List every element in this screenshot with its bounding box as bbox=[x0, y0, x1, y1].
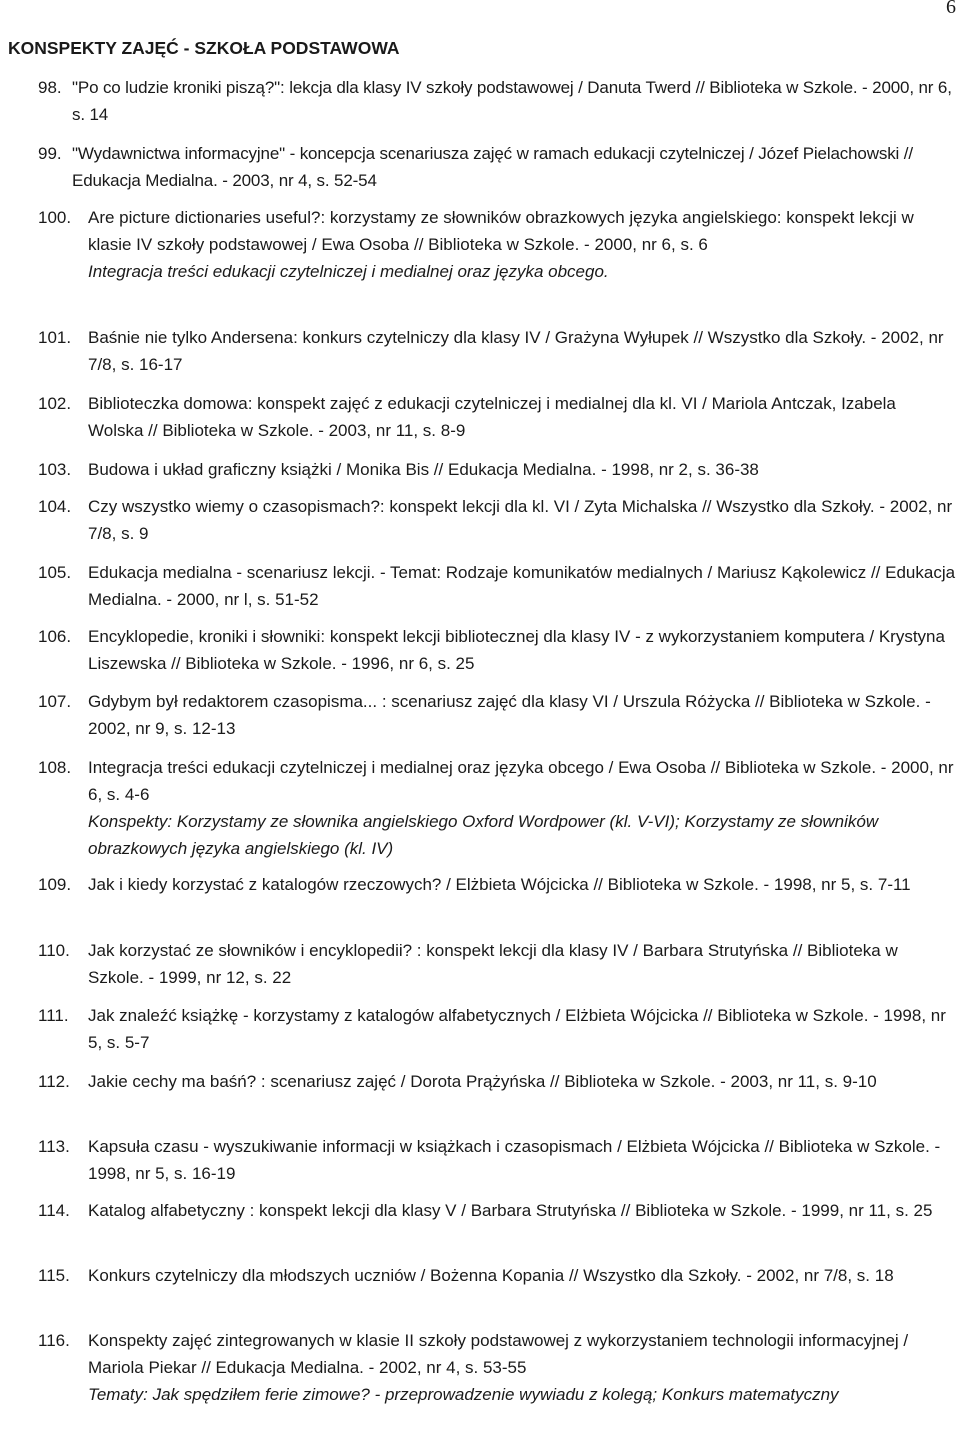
entry-text: Jak korzystać ze słowników i encyklopedii? : konspekt lekcji dla klasy IV / Barbara Strutyńska // Biblioteka w Szkole. - 1999, nr 12, s. 22 bbox=[88, 941, 898, 987]
entry-number: 110. bbox=[38, 941, 70, 960]
entry-text: Budowa i układ graficzny książki / Monika Bis // Edukacja Medialna. - 1998, nr 2, s. 36-38 bbox=[88, 460, 759, 479]
entry-number: 104. bbox=[38, 497, 72, 516]
entry-text-block bbox=[88, 1262, 956, 1289]
entry-text: Jak znaleźć książkę - korzystamy z katalogów alfabetycznych / Elżbieta Wójcicka // Biblioteka w Szkole. - 1998, nr 5, s. 5-7 bbox=[88, 1006, 946, 1052]
entry-number: 116. bbox=[38, 1331, 70, 1350]
entry-text: Edukacja medialna - scenariusz lekcji. - Temat: Rodzaje komunikatów medialnych / Mariusz Kąkolewicz // Edukacja Medialna. - 2000, nr l, s. 51-52 bbox=[88, 563, 956, 609]
entry-text-block bbox=[88, 1068, 956, 1095]
entry-text: Konkurs czytelniczy dla młodszych uczniów / Bożenna Kopania // Wszystko dla Szkoły. - 2002, nr 7/8, s. 18 bbox=[88, 1266, 894, 1285]
entry-text-block bbox=[88, 1133, 956, 1187]
entry-text-block bbox=[88, 688, 956, 742]
entry-text-block bbox=[88, 1002, 956, 1056]
entry-number: 106. bbox=[38, 627, 72, 646]
entry-text-block bbox=[88, 871, 956, 898]
entry-number: 114. bbox=[38, 1201, 70, 1220]
entry-number: 99. bbox=[38, 144, 62, 163]
entry-text: Czy wszystko wiemy o czasopismach?: konspekt lekcji dla kl. VI / Zyta Michalska // Wszystko dla Szkoły. - 2002, nr 7/8, s. 9 bbox=[88, 497, 953, 543]
entry-text-block bbox=[88, 204, 956, 285]
entry-text-block bbox=[88, 390, 956, 444]
entry-note: Integracja treści edukacji czytelniczej i medialnej oraz języka obcego. bbox=[88, 262, 609, 281]
entry-text: Integracja treści edukacji czytelniczej i medialnej oraz języka obcego / Ewa Osoba // Biblioteka w Szkole. - 2000, nr 6, s. 4-6 bbox=[88, 758, 954, 804]
entry-text: Jakie cechy ma baśń? : scenariusz zajęć / Dorota Prążyńska // Biblioteka w Szkole. - 2003, nr 11, s. 9-10 bbox=[88, 1072, 877, 1091]
entry-number: 107. bbox=[38, 692, 72, 711]
entry-text: Konspekty zajęć zintegrowanych w klasie II szkoły podstawowej z wykorzystaniem technologii informacyjnej / Mariola Piekar // Edukacja Medialna. - 2002, nr 4, s. 53-55 bbox=[88, 1331, 909, 1377]
entry-text-block bbox=[88, 559, 956, 613]
entry-number: 108. bbox=[38, 758, 72, 777]
entry-number: 98. bbox=[38, 78, 62, 97]
entry-number: 113. bbox=[38, 1137, 70, 1156]
entry-number: 111. bbox=[38, 1006, 69, 1025]
entry-text: Gdybym był redaktorem czasopisma... : scenariusz zajęć dla klasy VI / Urszula Różycka // Biblioteka w Szkole. - 2002, nr 9, s. 12-13 bbox=[88, 692, 931, 738]
entry-note: Tematy: Jak spędziłem ferie zimowe? - przeprowadzenie wywiadu z kolegą; Konkurs matematyczny bbox=[88, 1385, 839, 1404]
entry-text: Are picture dictionaries useful?: korzystamy ze słowników obrazkowych języka angielskiego: konspekt lekcji w klasie IV szkoły podstawowej / Ewa Osoba // Biblioteka w Szkole. - 2000, nr 6, s. 6 bbox=[88, 208, 914, 254]
entry-text-block bbox=[88, 324, 956, 378]
entry-text-block bbox=[72, 74, 956, 128]
entry-text: Encyklopedie, kroniki i słowniki: konspekt lekcji bibliotecznej dla klasy IV - z wykorzystaniem komputera / Krystyna Liszewska // Biblioteka w Szkole. - 1996, nr 6, s. 25 bbox=[88, 627, 945, 673]
entry-number: 102. bbox=[38, 394, 72, 413]
section-heading: KONSPEKTY ZAJĘĆ - SZKOŁA PODSTAWOWA bbox=[8, 38, 400, 58]
entry-text: Katalog alfabetyczny : konspekt lekcji dla klasy V / Barbara Strutyńska // Biblioteka w Szkole. - 1999, nr 11, s. 25 bbox=[88, 1201, 933, 1220]
entry-text: Jak i kiedy korzystać z katalogów rzeczowych? / Elżbieta Wójcicka // Biblioteka w Szkole. - 1998, nr 5, s. 7-11 bbox=[88, 875, 911, 894]
entry-text-block bbox=[88, 754, 956, 862]
page-number: 6 bbox=[946, 0, 956, 18]
entry-text-block bbox=[88, 1197, 956, 1224]
entry-number: 101. bbox=[38, 328, 72, 347]
entry-number: 100. bbox=[38, 208, 72, 227]
entry-number: 112. bbox=[38, 1072, 70, 1091]
entry-number: 103. bbox=[38, 460, 72, 479]
entry-text-block bbox=[88, 456, 956, 483]
entry-text-block bbox=[72, 140, 956, 194]
entry-number: 109. bbox=[38, 875, 72, 894]
entry-number: 115. bbox=[38, 1266, 70, 1285]
entry-text: Baśnie nie tylko Andersena: konkurs czytelniczy dla klasy IV / Grażyna Wyłupek // Wszystko dla Szkoły. - 2002, nr 7/8, s. 16-17 bbox=[88, 328, 944, 374]
entry-text-block bbox=[88, 1327, 956, 1408]
entry-text-block bbox=[88, 493, 956, 547]
entry-text: Biblioteczka domowa: konspekt zajęć z edukacji czytelniczej i medialnej dla kl. VI / Mariola Antczak, Izabela Wolska // Biblioteka w Szkole. - 2003, nr 11, s. 8-9 bbox=[88, 394, 896, 440]
entry-number: 105. bbox=[38, 563, 72, 582]
entry-note: Konspekty: Korzystamy ze słownika angielskiego Oxford Wordpower (kl. V-VI); Korzystamy ze słowników obrazkowych języka angielskiego (kl. IV) bbox=[88, 812, 879, 858]
entry-text: Kapsuła czasu - wyszukiwanie informacji w książkach i czasopismach / Elżbieta Wójcicka // Biblioteka w Szkole. - 1998, nr 5, s. 16-19 bbox=[88, 1137, 941, 1183]
entry-text: "Po co ludzie kroniki piszą?": lekcja dla klasy IV szkoły podstawowej / Danuta Twerd // Biblioteka w Szkole. - 2000, nr 6, s. 14 bbox=[72, 78, 952, 124]
entry-text-block bbox=[88, 623, 956, 677]
entry-text: "Wydawnictwa informacyjne" - koncepcja scenariusza zajęć w ramach edukacji czytelniczej / Józef Pielachowski // Edukacja Medialna. - 2003, nr 4, s. 52-54 bbox=[72, 144, 913, 190]
entry-text-block bbox=[88, 937, 956, 991]
